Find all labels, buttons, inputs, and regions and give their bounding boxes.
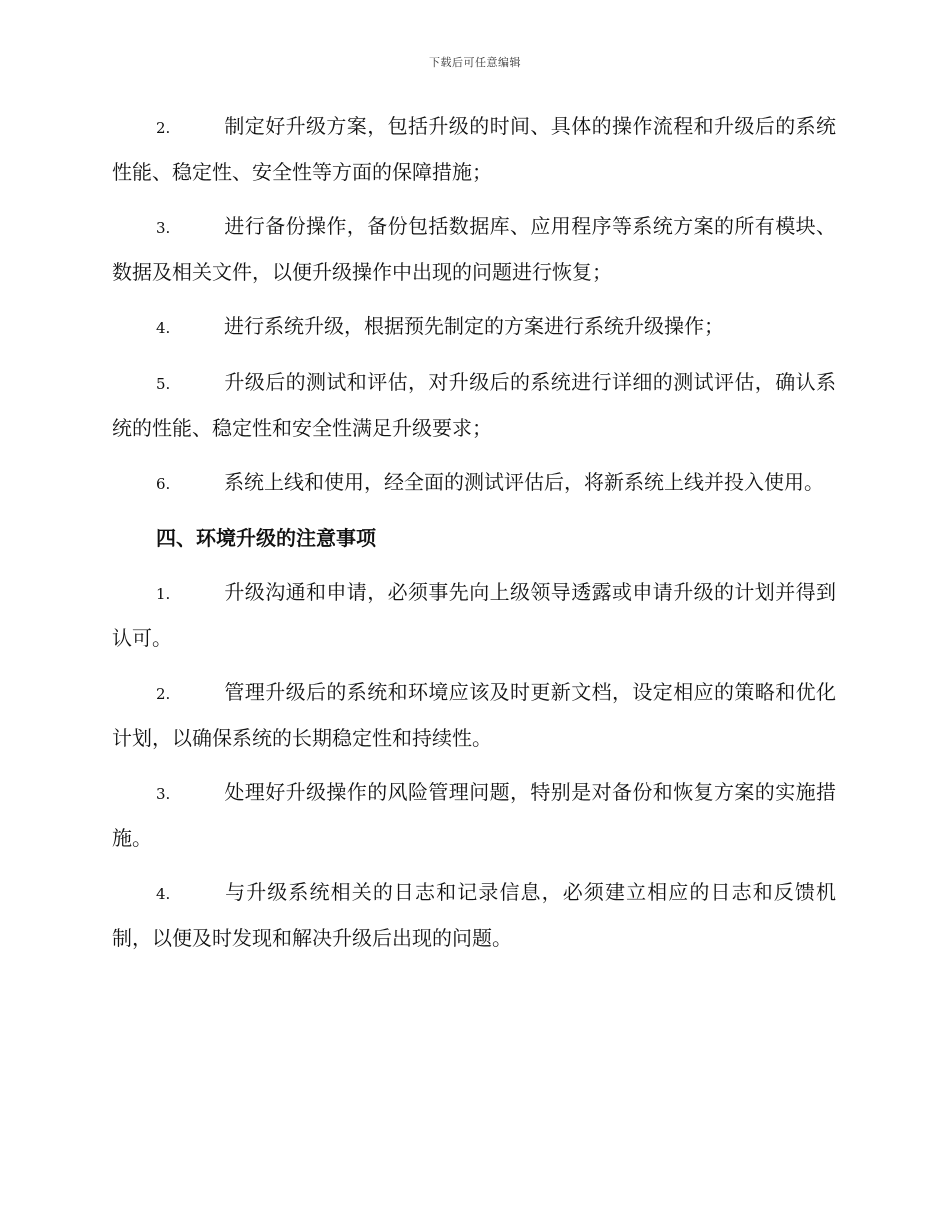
item-number: 3. bbox=[156, 219, 171, 237]
item-number: 3. bbox=[156, 785, 171, 803]
item-text: 升级沟通和申请，必须事先向上级领导透露或申请升级的计划并得到认可。 bbox=[112, 580, 836, 650]
item-text: 进行备份操作，备份包括数据库、应用程序等系统方案的所有模块、数据及相关文件，以便升级操作中出现的问题进行恢复； bbox=[112, 214, 836, 284]
item-text: 进行系统升级，根据预先制定的方案进行系统升级操作； bbox=[224, 314, 724, 338]
item-text: 升级后的测试和评估，对升级后的系统进行详细的测试评估，确认系统的性能、稳定性和安全性满足升级要求； bbox=[112, 370, 836, 440]
list-item bbox=[112, 870, 836, 960]
item-number: 4. bbox=[156, 885, 171, 903]
list-item bbox=[112, 304, 836, 350]
list-item bbox=[112, 104, 836, 194]
item-text: 制定好升级方案，包括升级的时间、具体的操作流程和升级后的系统性能、稳定性、安全性等方面的保障措施； bbox=[112, 114, 836, 184]
page-header: 下载后可任意编辑 bbox=[429, 56, 521, 69]
item-text: 与升级系统相关的日志和记录信息，必须建立相应的日志和反馈机制，以便及时发现和解决升级后出现的问题。 bbox=[112, 880, 836, 950]
list-item bbox=[112, 204, 836, 294]
item-text: 处理好升级操作的风险管理问题，特别是对备份和恢复方案的实施措施。 bbox=[112, 780, 836, 850]
item-number: 1. bbox=[156, 585, 171, 603]
list-item bbox=[112, 570, 836, 660]
item-text: 管理升级后的系统和环境应该及时更新文档，设定相应的策略和优化计划，以确保系统的长期稳定性和持续性。 bbox=[112, 680, 836, 750]
list-item bbox=[112, 460, 836, 506]
document-body bbox=[112, 104, 836, 970]
list-item bbox=[112, 770, 836, 860]
list-item bbox=[112, 360, 836, 450]
item-number: 4. bbox=[156, 319, 171, 337]
item-number: 2. bbox=[156, 685, 171, 703]
item-number: 6. bbox=[156, 475, 171, 493]
section-heading: 四、环境升级的注意事项 bbox=[156, 526, 376, 550]
list-item bbox=[112, 670, 836, 760]
item-number: 2. bbox=[156, 119, 171, 137]
item-text: 系统上线和使用，经全面的测试评估后，将新系统上线并投入使用。 bbox=[224, 470, 824, 494]
item-number: 5. bbox=[156, 375, 171, 393]
